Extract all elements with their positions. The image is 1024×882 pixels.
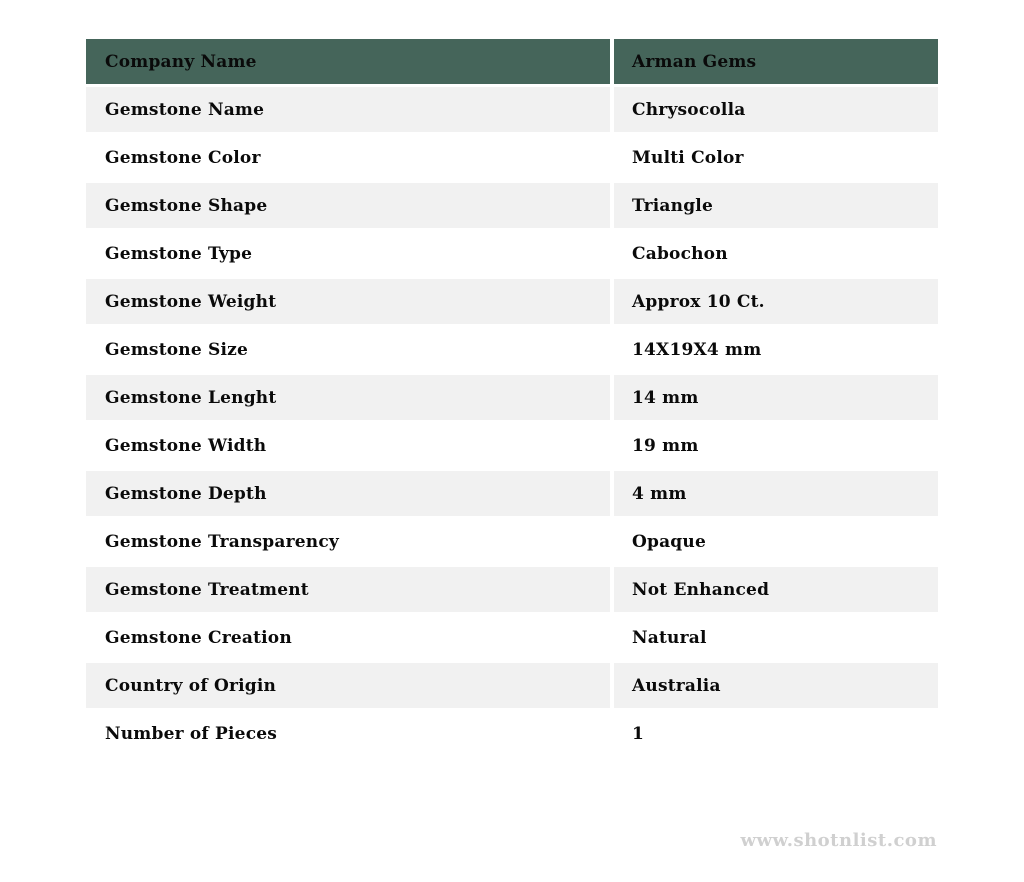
table-row (86, 183, 938, 231)
row-value-cell: Natural (614, 615, 938, 663)
table-row (86, 615, 938, 663)
row-label-cell: Gemstone Shape (86, 183, 614, 231)
row-label-cell: Gemstone Treatment (86, 567, 614, 615)
row-label-cell: Gemstone Creation (86, 615, 614, 663)
row-value-cell: 4 mm (614, 471, 938, 519)
table-row (86, 279, 938, 327)
row-value-cell: Chrysocolla (614, 87, 938, 135)
row-label-cell: Country of Origin (86, 663, 614, 711)
row-value-cell: 14X19X4 mm (614, 327, 938, 375)
watermark-text: www.shotnlist.com (740, 830, 937, 851)
row-value-cell: Multi Color (614, 135, 938, 183)
row-label-cell: Gemstone Depth (86, 471, 614, 519)
row-label-cell: Gemstone Name (86, 87, 614, 135)
row-value-cell: Triangle (614, 183, 938, 231)
company-name-value: Arman Gems (614, 39, 938, 87)
row-label-cell: Gemstone Lenght (86, 375, 614, 423)
table-row (86, 519, 938, 567)
row-value-cell: Cabochon (614, 231, 938, 279)
row-label-cell: Gemstone Transparency (86, 519, 614, 567)
table-row (86, 567, 938, 615)
row-label-cell: Gemstone Size (86, 327, 614, 375)
table-row (86, 231, 938, 279)
table-row (86, 711, 938, 759)
row-label-cell: Gemstone Type (86, 231, 614, 279)
table-row (86, 423, 938, 471)
table-row (86, 471, 938, 519)
table-header-row (86, 39, 938, 87)
row-value-cell: Not Enhanced (614, 567, 938, 615)
row-label-cell: Gemstone Width (86, 423, 614, 471)
row-value-cell: Opaque (614, 519, 938, 567)
table-row (86, 327, 938, 375)
table-row (86, 663, 938, 711)
table-row (86, 87, 938, 135)
row-value-cell: 14 mm (614, 375, 938, 423)
row-label-cell: Number of Pieces (86, 711, 614, 759)
row-value-cell: Approx 10 Ct. (614, 279, 938, 327)
row-value-cell: 1 (614, 711, 938, 759)
row-label-cell: Gemstone Color (86, 135, 614, 183)
gemstone-spec-table (86, 39, 938, 759)
company-name-header: Company Name (86, 39, 614, 87)
table-row (86, 135, 938, 183)
row-value-cell: Australia (614, 663, 938, 711)
table-row (86, 375, 938, 423)
row-label-cell: Gemstone Weight (86, 279, 614, 327)
row-value-cell: 19 mm (614, 423, 938, 471)
